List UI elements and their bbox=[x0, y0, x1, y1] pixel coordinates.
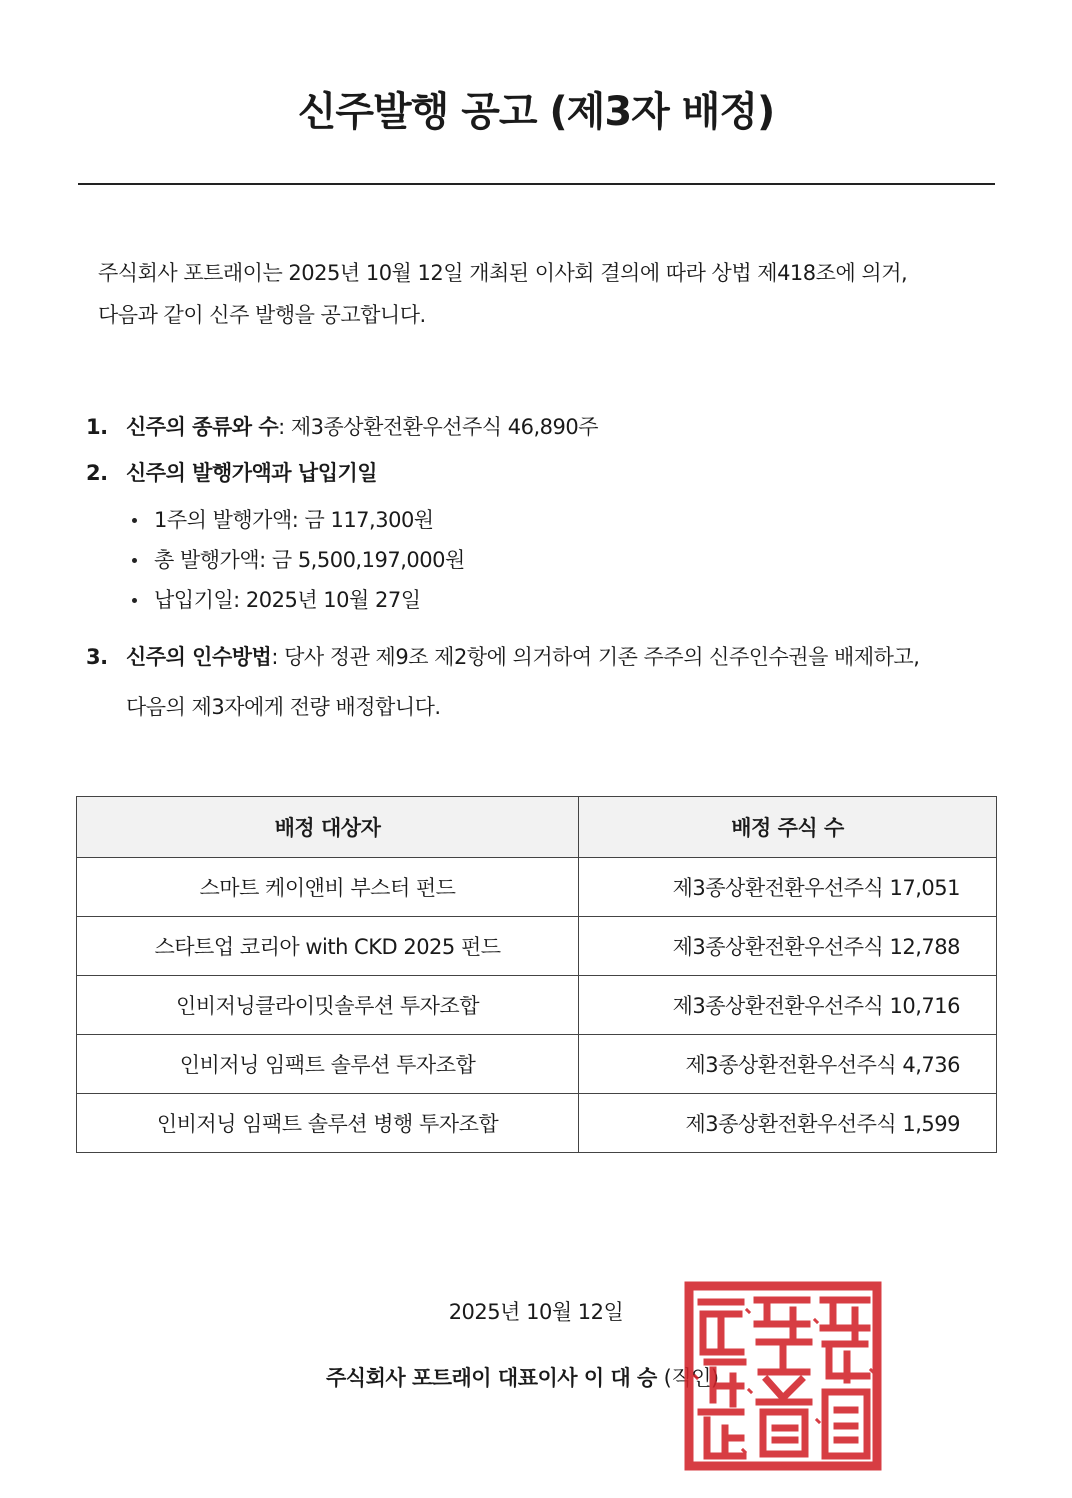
table-row bbox=[77, 1094, 997, 1153]
signer-name: 주식회사 포트래이 대표이사 이 대 승 bbox=[326, 1366, 657, 1390]
item-text: : 제3종상환전환우선주식 46,890주 bbox=[278, 415, 599, 439]
item-line bbox=[126, 406, 1006, 448]
notice-item-1 bbox=[86, 406, 1006, 448]
allocation-table bbox=[76, 796, 997, 1153]
list-item: 총 발행가액: 금 5,500,197,000원 bbox=[126, 540, 1006, 580]
notice-item-2 bbox=[86, 452, 1006, 632]
recipient-cell: 스마트 케이앤비 부스터 펀드 bbox=[77, 858, 579, 917]
item-number: 3. bbox=[86, 645, 108, 669]
seal-mark-label: (직인) bbox=[663, 1366, 719, 1390]
notice-item-3 bbox=[86, 632, 1006, 732]
shares-cell: 제3종상환전환우선주식 12,788 bbox=[579, 917, 997, 976]
item-heading: 신주의 인수방법 bbox=[126, 645, 272, 669]
recipient-cell: 인비저닝클라이밋솔루션 투자조합 bbox=[77, 976, 579, 1035]
table-header-row bbox=[77, 797, 997, 858]
table-row bbox=[77, 1035, 997, 1094]
list-item: 납입기일: 2025년 10월 27일 bbox=[126, 580, 1006, 620]
table-row bbox=[77, 976, 997, 1035]
shares-cell: 제3종상환전환우선주식 4,736 bbox=[579, 1035, 997, 1094]
item-heading: 신주의 발행가액과 납입기일 bbox=[126, 461, 378, 485]
intro-paragraph bbox=[98, 252, 998, 336]
company-seal-stamp bbox=[683, 1280, 883, 1472]
signer-line bbox=[326, 1362, 719, 1392]
recipient-cell: 인비저닝 임팩트 솔루션 투자조합 bbox=[77, 1035, 579, 1094]
column-header-recipient: 배정 대상자 bbox=[77, 797, 579, 858]
item-line bbox=[126, 452, 1006, 494]
column-header-shares: 배정 주식 수 bbox=[579, 797, 997, 858]
list-item: 1주의 발행가액: 금 117,300원 bbox=[126, 500, 1006, 540]
shares-cell: 제3종상환전환우선주식 10,716 bbox=[579, 976, 997, 1035]
notice-items bbox=[86, 406, 1006, 732]
intro-line: 다음과 같이 신주 발행을 공고합니다. bbox=[98, 303, 426, 327]
page-title: 신주발행 공고 (제3자 배정) bbox=[297, 89, 775, 135]
recipient-cell: 스타트업 코리아 with CKD 2025 펀드 bbox=[77, 917, 579, 976]
shares-cell: 제3종상환전환우선주식 1,599 bbox=[579, 1094, 997, 1153]
item-number: 2. bbox=[86, 461, 108, 485]
notice-date: 2025년 10월 12일 bbox=[448, 1300, 624, 1324]
item-number: 1. bbox=[86, 415, 108, 439]
item-heading: 신주의 종류와 수 bbox=[126, 415, 279, 439]
intro-line: 주식회사 포트래이는 2025년 10월 12일 개최된 이사회 결의에 따라 상법 제418조에 의거, bbox=[98, 261, 908, 285]
sub-list bbox=[126, 494, 1006, 632]
shares-cell: 제3종상환전환우선주식 17,051 bbox=[579, 858, 997, 917]
table-row bbox=[77, 858, 997, 917]
item-line bbox=[126, 632, 1006, 682]
table-row bbox=[77, 917, 997, 976]
title-divider bbox=[78, 183, 995, 185]
item-text: : 당사 정관 제9조 제2항에 의거하여 기존 주주의 신주인수권을 배제하고, bbox=[271, 645, 920, 669]
item-continuation: 다음의 제3자에게 전량 배정합니다. bbox=[126, 695, 441, 719]
recipient-cell: 인비저닝 임팩트 솔루션 병행 투자조합 bbox=[77, 1094, 579, 1153]
